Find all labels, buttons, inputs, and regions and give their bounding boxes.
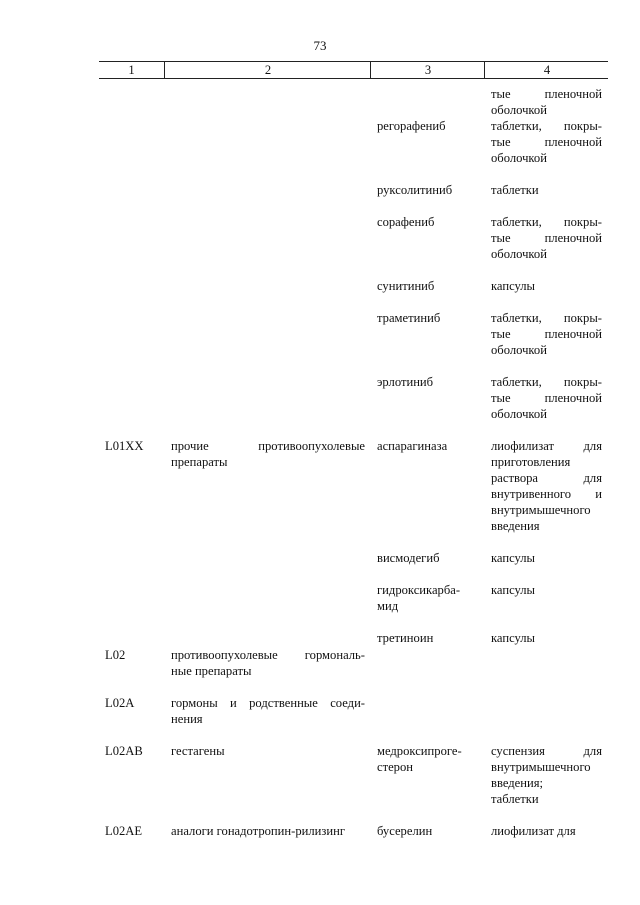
drug-name-line: аспарагиназа [377, 439, 448, 453]
atc-group-name-line: гестагены [171, 744, 225, 758]
atc-code-text: L01XX [105, 439, 144, 453]
drug-name [377, 310, 481, 326]
drug-name [377, 550, 481, 566]
drug-name-line: бусерелин [377, 824, 433, 838]
atc-group-name-line: препараты [171, 455, 228, 469]
drug-name [377, 438, 481, 454]
drug-name [377, 374, 481, 390]
drug-name [377, 214, 481, 230]
atc-group-name-line: аналоги гонадотропин-рилизинг [171, 824, 346, 838]
dosage-form-line: внутримышечного [491, 760, 591, 774]
dosage-form-line: суспензия для [491, 744, 602, 758]
dosage-form-line: тые пленочной [491, 231, 602, 245]
dosage-form-line: таблетки, покры- [491, 375, 602, 389]
drug-name-line: руксолитиниб [377, 183, 453, 197]
atc-code [105, 438, 163, 454]
dosage-form-line: введения; [491, 776, 544, 790]
dosage-form-line: лиофилизат для [491, 824, 576, 838]
atc-code [105, 823, 163, 839]
atc-group-name [171, 695, 365, 727]
dosage-form-line: капсулы [491, 551, 536, 565]
dosage-form-line: оболочкой [491, 407, 547, 421]
drug-name-line: третиноин [377, 631, 434, 645]
dosage-form [491, 582, 602, 598]
page-number: 73 [313, 38, 327, 53]
drug-name [377, 278, 481, 294]
drug-name-line: траметиниб [377, 311, 441, 325]
dosage-form [491, 214, 602, 262]
table-header-row [99, 61, 608, 79]
dosage-form-line: приготовления [491, 455, 571, 469]
dosage-form-line: таблетки, покры- [491, 311, 602, 325]
dosage-form [491, 550, 602, 566]
dosage-form-line: капсулы [491, 583, 536, 597]
atc-group-name [171, 743, 365, 759]
dosage-form [491, 374, 602, 422]
drug-name [377, 743, 481, 775]
atc-group-name-line: противоопухолевые гормональ- [171, 648, 365, 662]
dosage-form [491, 86, 602, 118]
dosage-form-line: внутримышечного [491, 503, 591, 517]
dosage-form-line: капсулы [491, 631, 536, 645]
drug-name [377, 823, 481, 839]
dosage-form [491, 630, 602, 646]
atc-code [105, 647, 163, 663]
drug-name-line: сунитиниб [377, 279, 435, 293]
atc-code [105, 695, 163, 711]
drug-name-line: медроксипроге- [377, 744, 462, 758]
atc-code-text: L02AB [105, 744, 143, 758]
dosage-form-line: таблетки [491, 792, 539, 806]
dosage-form [491, 118, 602, 166]
dosage-form [491, 823, 602, 839]
atc-code-text: L02A [105, 696, 135, 710]
atc-code-text: L02AE [105, 824, 143, 838]
drug-name-line: гидроксикарба- [377, 583, 461, 597]
drug-name-line: эрлотиниб [377, 375, 434, 389]
column-header-2: 2 [164, 62, 371, 78]
drug-name [377, 182, 481, 198]
drug-name-line: висмодегиб [377, 551, 440, 565]
dosage-form-line: введения [491, 519, 540, 533]
dosage-form [491, 182, 602, 198]
dosage-form-line: оболочкой [491, 151, 547, 165]
atc-group-name [171, 823, 365, 839]
drug-name-line: регорафениб [377, 119, 446, 133]
drug-name [377, 118, 481, 134]
dosage-form-line: тые пленочной [491, 391, 602, 405]
dosage-form-line: таблетки, покры- [491, 215, 602, 229]
dosage-form-line: таблетки [491, 183, 539, 197]
column-header-1: 1 [128, 63, 135, 77]
drug-name [377, 582, 481, 614]
atc-group-name-line: гормоны и родственные соеди- [171, 696, 365, 710]
dosage-form-line: таблетки, покры- [491, 119, 602, 133]
atc-group-name-line: ные препараты [171, 664, 252, 678]
dosage-form-line: капсулы [491, 279, 536, 293]
atc-group-name-line: нения [171, 712, 203, 726]
atc-code-text: L02 [105, 648, 126, 662]
atc-group-name [171, 438, 365, 470]
atc-code [105, 743, 163, 759]
dosage-form-line: оболочкой [491, 247, 547, 261]
dosage-form-line: раствора для [491, 471, 602, 485]
dosage-form [491, 438, 602, 534]
dosage-form [491, 278, 602, 294]
atc-group-name-line: прочие противоопухолевые [171, 439, 365, 453]
dosage-form-line: оболочкой [491, 103, 547, 117]
drug-name-line: стерон [377, 760, 414, 774]
dosage-form-line: тые пленочной [491, 135, 602, 149]
dosage-form-line: тые пленочной [491, 327, 602, 341]
dosage-form-line: оболочкой [491, 343, 547, 357]
atc-group-name [171, 647, 365, 679]
dosage-form [491, 743, 602, 807]
drug-name-line: мид [377, 599, 399, 613]
dosage-form-line: внутривенного и [491, 487, 602, 501]
dosage-form-line: тые пленочной [491, 87, 602, 101]
column-header-3: 3 [370, 62, 485, 78]
drug-name [377, 630, 481, 646]
column-header-4: 4 [484, 62, 609, 78]
dosage-form [491, 310, 602, 358]
drug-name-line: сорафениб [377, 215, 435, 229]
dosage-form-line: лиофилизат для [491, 439, 602, 453]
